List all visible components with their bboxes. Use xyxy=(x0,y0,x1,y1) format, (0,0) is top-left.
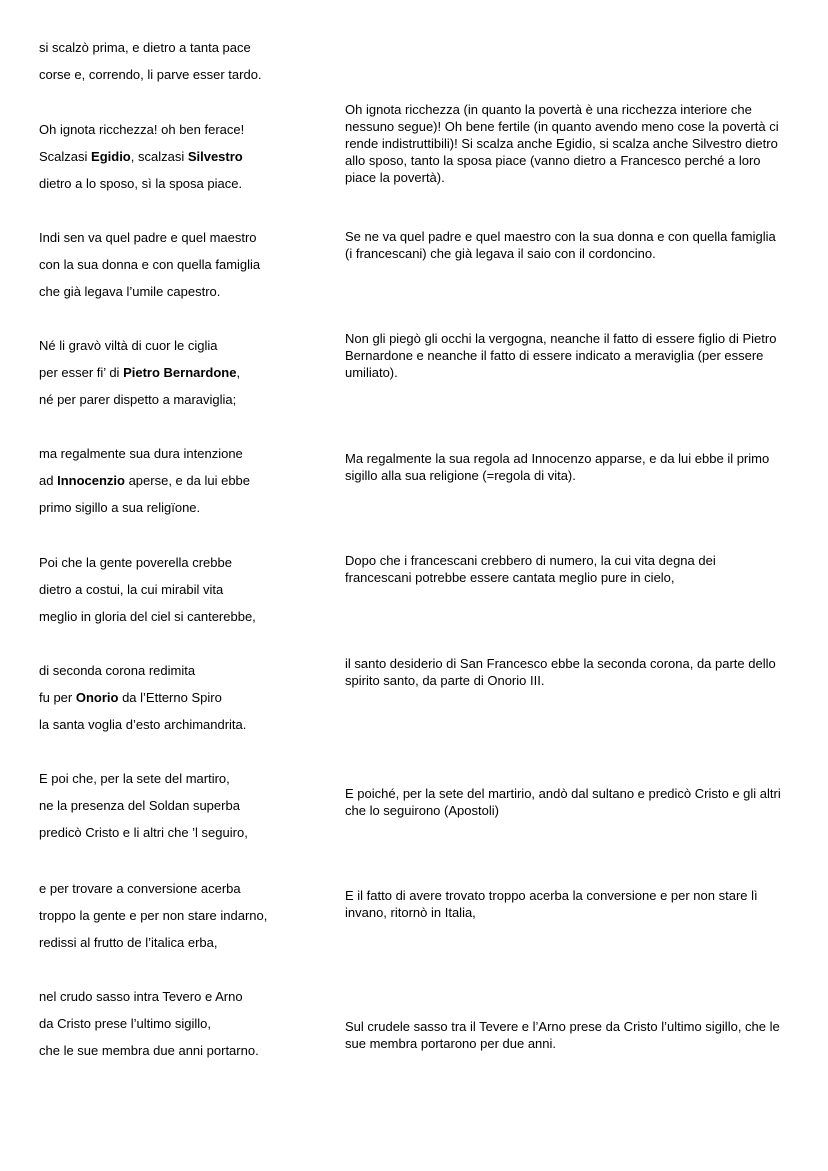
verse-line: e per trovare a conversione acerba xyxy=(39,881,241,896)
verse-line: la santa voglia d’esto archimandrita. xyxy=(39,717,247,732)
verse-line: Poi che la gente poverella crebbe xyxy=(39,555,232,570)
verse-line: troppo la gente e per non stare indarno, xyxy=(39,908,268,923)
verse-line: nel crudo sasso intra Tevero e Arno xyxy=(39,989,243,1004)
verse-line: né per parer dispetto a maraviglia; xyxy=(39,392,237,407)
verse-line: dietro a costui, la cui mirabil vita xyxy=(39,582,224,597)
verse-line: primo sigillo a sua religïone. xyxy=(39,500,201,515)
verse-stanza xyxy=(39,549,329,630)
paraphrase-paragraph: Dopo che i francescani crebbero di numero, la cui vita degna dei francescani potrebbe essere cantata meglio pure in cielo, xyxy=(345,553,716,585)
character-name: Onorio xyxy=(75,690,119,705)
verse-stanza xyxy=(39,657,329,738)
verse-stanza xyxy=(39,34,329,88)
verse-stanza xyxy=(39,983,329,1064)
verse-stanza xyxy=(39,875,329,956)
paraphrase-paragraph: E il fatto di avere trovato troppo acerba la conversione e per non stare lì invano, ritornò in Italia, xyxy=(345,888,758,920)
verse-line: predicò Cristo e li altri che ’l seguiro, xyxy=(39,825,248,840)
character-name: Pietro Bernardone xyxy=(123,365,237,380)
verse-line: di seconda corona redimita xyxy=(39,663,196,678)
verse-stanza xyxy=(39,224,329,305)
paraphrase-paragraph: Ma regalmente la sua regola ad Innocenzo apparse, e da lui ebbe il primo sigillo alla sua religione (=regola di vita). xyxy=(345,451,770,483)
paraphrase-paragraph: Sul crudele sasso tra il Tevere e l’Arno prese da Cristo l’ultimo sigillo, che le sue membra portarono per due anni. xyxy=(345,1019,780,1051)
verse-line: fu per Onorio da l’Etterno Spiro xyxy=(39,690,222,705)
paraphrase-paragraph: Se ne va quel padre e quel maestro con la sua donna e con quella famiglia (i francescani) che già legava il saio con il cordoncino. xyxy=(345,229,776,261)
verse-stanza xyxy=(39,116,329,197)
verse-line: redissi al frutto de l’italica erba, xyxy=(39,935,218,950)
paraphrase-paragraph: il santo desiderio di San Francesco ebbe la seconda corona, da parte dello spirito santo, da parte di Onorio III. xyxy=(345,656,776,688)
verse-line: meglio in gloria del ciel si canterebbe, xyxy=(39,609,256,624)
verse-line: che già legava l’umile capestro. xyxy=(39,284,221,299)
verse-line: che le sue membra due anni portarno. xyxy=(39,1043,259,1058)
verse-line: per esser fi’ di Pietro Bernardone, xyxy=(39,365,241,380)
paraphrase-paragraph: Oh ignota ricchezza (in quanto la povertà è una ricchezza interiore che nessuno segue)! Oh bene fertile (in quanto avendo meno cose la povertà ci rende indistruttibili)! Si scalza anche Egidio, si scalza anche Silvestro dietro allo sposo, tanto la sposa piace (vanno dietro a Francesco perché a loro piace la povertà). xyxy=(345,102,779,185)
verse-line: da Cristo prese l’ultimo sigillo, xyxy=(39,1016,211,1031)
character-name: Silvestro xyxy=(187,149,243,164)
verse-line: E poi che, per la sete del martiro, xyxy=(39,771,230,786)
verse-line: Oh ignota ricchezza! oh ben ferace! xyxy=(39,122,245,137)
verse-stanza xyxy=(39,332,329,413)
verse-line: ad Innocenzio aperse, e da lui ebbe xyxy=(39,473,251,488)
verse-line: Scalzasi Egidio, scalzasi Silvestro xyxy=(39,149,243,164)
verse-line: dietro a lo sposo, sì la sposa piace. xyxy=(39,176,243,191)
character-name: Egidio xyxy=(91,149,131,164)
verse-stanza xyxy=(39,440,329,521)
verse-line: ne la presenza del Soldan superba xyxy=(39,798,240,813)
verse-line: ma regalmente sua dura intenzione xyxy=(39,446,243,461)
verse-stanza xyxy=(39,765,329,846)
verse-line: con la sua donna e con quella famiglia xyxy=(39,257,261,272)
verse-line: si scalzò prima, e dietro a tanta pace xyxy=(39,40,251,55)
paraphrase-paragraph: E poiché, per la sete del martirio, andò dal sultano e predicò Cristo e gli altri che lo seguirono (Apostoli) xyxy=(345,786,781,818)
paraphrase-paragraph: Non gli piegò gli occhi la vergogna, neanche il fatto di essere figlio di Pietro Bernardone e neanche il fatto di essere indicato a meraviglia (per essere umiliato). xyxy=(345,331,777,380)
verse-line: Né li gravò viltà di cuor le ciglia xyxy=(39,338,218,353)
verse-line: Indi sen va quel padre e quel maestro xyxy=(39,230,257,245)
verse-line: corse e, correndo, li parve esser tardo. xyxy=(39,67,262,82)
character-name: Innocenzio xyxy=(57,473,125,488)
